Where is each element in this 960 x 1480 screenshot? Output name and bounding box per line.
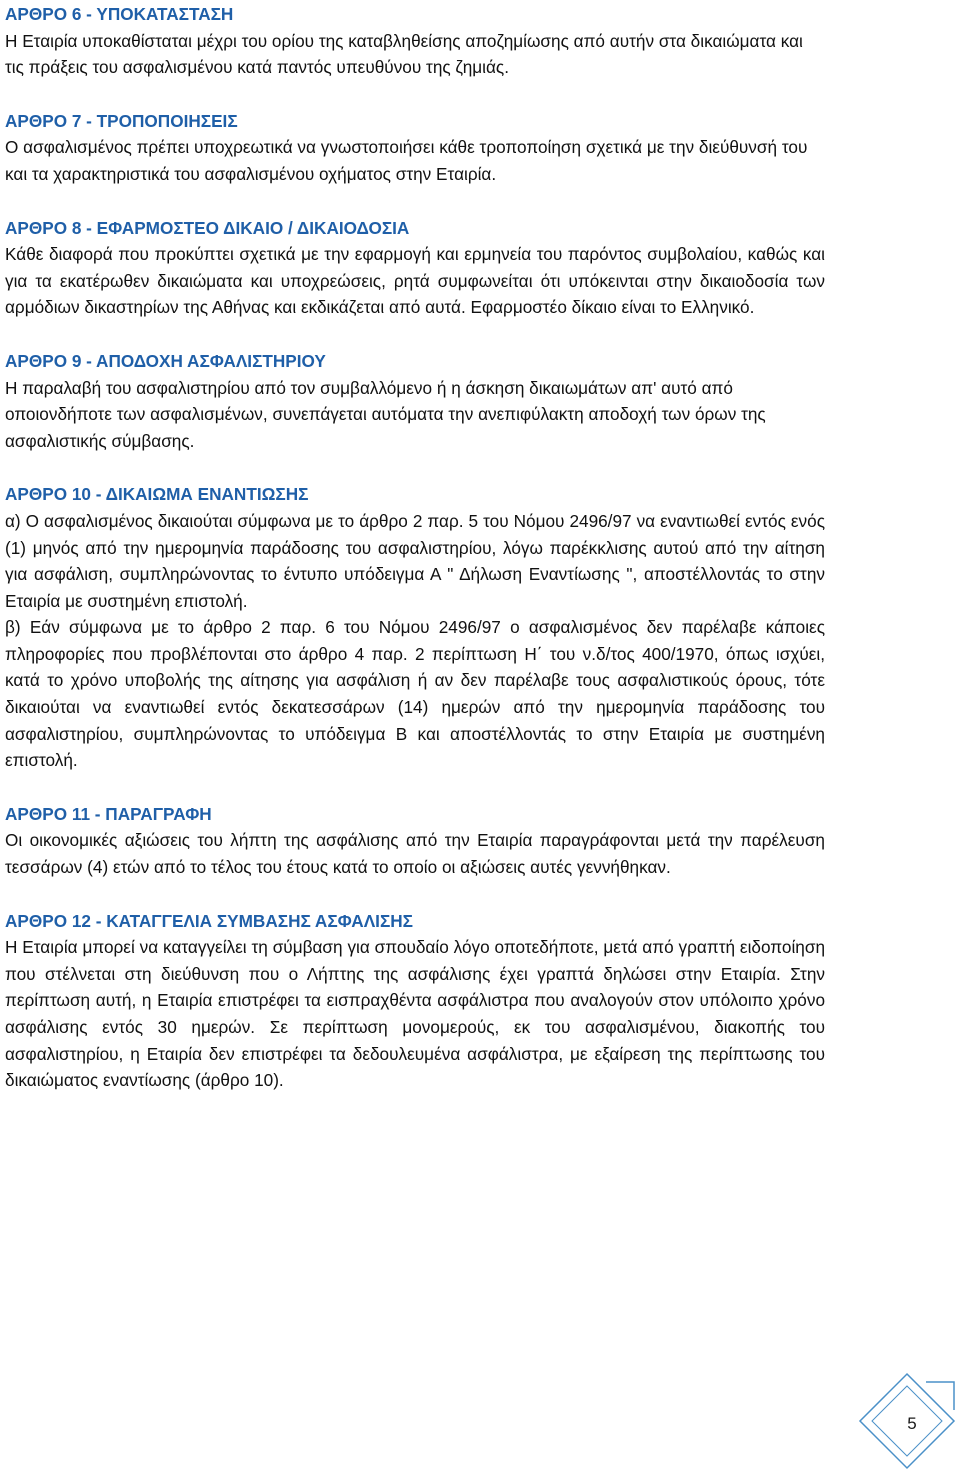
article-12 (5, 907, 825, 1094)
article-paragraph: Οι οικονομικές αξιώσεις του λήπτη της ασφάλισης από την Εταιρία παραγράφονται μετά την παρέλευση τεσσάρων (4) ετών από το τέλος του έτους κατά το οποίο οι αξιώσεις αυτές γεννήθηκαν. (5, 830, 825, 878)
article-paragraph: Ο ασφαλισμένος πρέπει υποχρεωτικά να γνωστοποιήσει κάθε τροποποίηση σχετικά με την διεύθυνσή του και τα χαρακτηριστικά του ασφαλισμένου οχήματος στην Εταιρία. (5, 137, 808, 184)
article-heading: ΑΡΘΡΟ 7 - ΤΡΟΠΟΠΟΙΗΣΕΙΣ (5, 110, 238, 131)
article-heading: ΑΡΘΡΟ 8 - ΕΦΑΡΜΟΣΤΕΟ ΔΙΚΑΙΟ / ΔΙΚΑΙΟΔΟΣΙΑ (5, 217, 410, 238)
article-paragraph-a: α) Ο ασφαλισμένος δικαιούται σύμφωνα με το άρθρο 2 παρ. 5 του Νόμου 2496/97 να εναντιωθεί εντός ενός (1) μηνός από την ημερομηνία παράδοσης του ασφαλιστηρίου, λόγω παρέκκλισης αυτού από την αίτηση για ασφάλιση, συμπληρώνοντας το έντυπο υπόδειγμα Α " Δήλωση Εναντίωσης ", αποστέλλοντάς το στην Εταιρία με συστημένη επιστολή. (5, 510, 825, 611)
article-paragraph: Η παραλαβή του ασφαλιστηρίου από τον συμβαλλόμενο ή η άσκηση δικαιωμάτων απ' αυτό από οποιονδήποτε των ασφαλισμένων, συνεπάγεται αυτόματα την ανεπιφύλακτη αποδοχή των όρων της ασφαλιστικής σύμβασης. (5, 377, 766, 451)
article-paragraph-b: β) Εάν σύμφωνα με το άρθρο 2 παρ. 6 του Νόμου 2496/97 ο ασφαλισμένος δεν παρέλαβε κάποιες πληροφορίες που προβλέπονται στο άρθρο 4 παρ. 2 περίπτωση Η΄ του ν.δ/τος 400/1970, όπως ισχύει, κατά το χρόνο υποβολής της αίτησης για ασφάλιση ή αν δεν παρέλαβε τους ασφαλιστικούς όρους, τότε δικαιούται να εναντιωθεί εντός δεκατεσσάρων (14) ημερών από την ημερομηνία παράδοσης του ασφαλιστηρίου, συμπληρώνοντας το υπόδειγμα Β και αποστέλλοντάς το στην Εταιρία με συστημένη επιστολή. (5, 617, 825, 771)
spacer (5, 321, 825, 347)
spacer (5, 454, 825, 480)
article-heading: ΑΡΘΡΟ 6 - ΥΠΟΚΑΤΑΣΤΑΣΗ (5, 4, 234, 24)
article-heading: ΑΡΘΡΟ 11 - ΠΑΡΑΓΡΑΦΗ (5, 803, 212, 824)
article-heading: ΑΡΘΡΟ 9 - ΑΠΟΔΟΧΗ ΑΣΦΑΛΙΣΤΗΡΙΟΥ (5, 350, 326, 371)
article-paragraph: Κάθε διαφορά που προκύπτει σχετικά με την εφαρμογή και ερμηνεία του παρόντος συμβολαίου, καθώς και για τα εκατέρωθεν δικαιώματα και υποχρεώσεις, ρητά συμφωνείται ότι υπόκεινται στην δικαιοδοσία των αρμόδιων δικαστηρίων της Αθήνας και εκδικάζεται από αυτά. Εφαρμοστέο δίκαιο είναι το Ελληνικό. (5, 244, 825, 318)
article-8 (5, 214, 825, 321)
article-heading: ΑΡΘΡΟ 12 - ΚΑΤΑΓΓΕΛΙΑ ΣΥΜΒΑΣΗΣ ΑΣΦΑΛΙΣΗΣ (5, 910, 413, 931)
document-page (5, 0, 825, 1094)
spacer (5, 774, 825, 800)
spacer (5, 81, 825, 107)
article-6 (5, 0, 825, 81)
article-paragraph: Η Εταιρία υποκαθίσταται μέχρι του ορίου της καταβληθείσης αποζημίωσης από αυτήν στα δικαιώματα και τις πράξεις του ασφαλισμένου κατά παντός υπευθύνου της ζημιάς. (5, 30, 803, 78)
spacer (5, 881, 825, 907)
article-10 (5, 480, 825, 774)
article-paragraph: Η Εταιρία μπορεί να καταγγείλει τη σύμβαση για σπουδαίο λόγο οποτεδήποτε, μετά από γραπτή ειδοποίηση που στέλνεται στη διεύθυνση που ο Λήπτης της ασφάλισης έχει γραπτά δηλώσει στην Εταιρία. Στην περίπτωση αυτή, η Εταιρία επιστρέφει τα εισπραχθέντα ασφάλιστρα που αναλογούν στον υπόλοιπο χρόνο ασφάλισης εντός 30 ημερών. Σε περίπτωση μονομερούς, εκ του ασφαλισμένου, διακοπής του ασφαλιστηρίου, η Εταιρία δεν επιστρέφει τα δεδουλευμένα ασφάλιστρα, με εξαίρεση της περίπτωσης του δικαιώματος εναντίωσης (άρθρο 10). (5, 937, 825, 1091)
article-heading: ΑΡΘΡΟ 10 - ΔΙΚΑΙΩΜΑ ΕΝΑΝΤΙΩΣΗΣ (5, 484, 309, 505)
article-11 (5, 800, 825, 881)
page-number: 5 (907, 1414, 917, 1433)
article-7 (5, 107, 825, 188)
spacer (5, 188, 825, 214)
article-9 (5, 347, 825, 454)
